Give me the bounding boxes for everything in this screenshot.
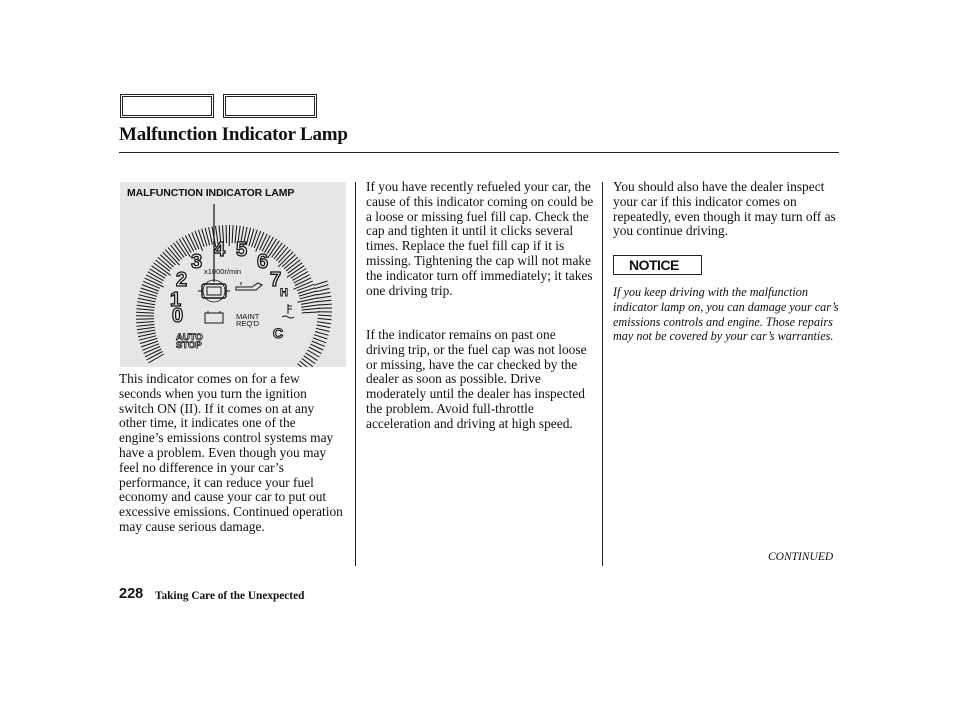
header-tab-box-2 <box>223 94 317 118</box>
body-text-refuel: If you have recently refueled your car, the cause of this indicator coming on could be a loose or missing fuel fill cap. Check the cap and tighten it until it clicks several times. Replace the fuel fill cap if it is missing. Tightening the cap will not make the indicator turn off immediately; it takes one driving trip. <box>366 179 594 298</box>
temp-tick <box>316 289 330 292</box>
tachometer-scale <box>136 225 320 363</box>
temp-tick <box>317 296 331 298</box>
coolant-temp-icon <box>282 304 294 318</box>
auto-stop-label-2: STOP <box>176 340 202 351</box>
tach-unit: x1000r/min <box>204 267 242 276</box>
temp-tick <box>314 335 327 339</box>
temp-tick <box>318 315 332 316</box>
tach-tick <box>137 302 155 305</box>
page-title: Malfunction Indicator Lamp <box>119 124 348 145</box>
tach-tick <box>198 230 204 247</box>
temp-tick <box>304 356 316 364</box>
body-text-remains-on: If the indicator remains on past one driving trip, or the fuel cap was not loose or missing, have the car checked by the dealer as soon as possible. Drive moderately until the dealer has inspected the problem. Avoid full-throttle acceleration and driving at high speed. <box>366 327 587 431</box>
tach-tick <box>260 234 268 250</box>
tach-tick <box>137 305 155 307</box>
tach-digit-7: 7 <box>270 269 282 291</box>
tach-tick <box>136 312 154 313</box>
tach-tick <box>137 327 155 330</box>
tach-tick <box>254 231 260 248</box>
tach-digit-5: 5 <box>236 239 248 261</box>
temp-tick <box>318 318 332 319</box>
tach-tick <box>137 325 155 327</box>
tach-tick <box>136 322 154 323</box>
column-divider-1 <box>355 182 356 566</box>
body-text-column1: This indicator comes on for a few seconds when you turn the ignition switch ON (II). If it comes on at any other time, it indicates one of the engine’s emissions control systems may have a problem. Even though you may feel no difference in your car’s performance, it can reduce your fuel economy and cause your car to put out excessive emissions. Continued operation may cause serious damage. <box>119 371 343 534</box>
tach-tick <box>297 284 314 290</box>
continued-label: CONTINUED <box>768 551 834 563</box>
tach-tick <box>142 285 159 291</box>
temp-tick <box>316 328 330 331</box>
tach-tick <box>302 312 320 313</box>
temp-tick <box>317 322 331 324</box>
gauge-cluster-illustration <box>120 182 346 367</box>
body-text-dealer-inspect: You should also have the dealer inspect your car if this indicator comes on repeatedly, even though it may turn off as you continue driving. <box>613 179 836 239</box>
section-title: Taking Care of the Unexpected <box>155 590 305 602</box>
tach-digit-3: 3 <box>191 251 203 273</box>
temp-tick <box>315 332 328 336</box>
tach-digit-6: 6 <box>257 251 269 273</box>
temp-tick <box>306 353 318 361</box>
battery-icon <box>205 311 223 323</box>
tach-tick <box>232 225 233 243</box>
temp-tick <box>317 292 331 295</box>
title-rule <box>119 152 839 153</box>
tach-tick <box>138 330 156 333</box>
tach-tick <box>301 301 319 304</box>
tach-tick <box>142 344 159 351</box>
temp-tick <box>302 358 313 366</box>
tach-tick <box>302 308 320 310</box>
figure-label: MALFUNCTION INDICATOR LAMP <box>127 187 295 199</box>
tach-digit-1: 1 <box>170 289 182 311</box>
tach-tick <box>301 305 319 307</box>
tach-tick <box>189 234 197 250</box>
tach-digit-0: 0 <box>172 305 184 327</box>
temperature-scale <box>298 281 333 367</box>
tach-tick <box>136 309 154 311</box>
tach-tick <box>143 281 160 288</box>
maint-label-1: MAINT <box>236 312 260 321</box>
column-divider-2 <box>602 182 603 566</box>
temp-tick <box>315 285 328 289</box>
tach-tick <box>192 232 199 249</box>
check-engine-icon <box>198 280 230 302</box>
temp-cold-label: C <box>273 325 284 341</box>
auto-stop-label-1: AUTO <box>176 332 203 343</box>
temp-tick <box>318 300 332 301</box>
temp-tick <box>317 325 331 328</box>
header-tab-box-1 <box>120 94 214 118</box>
temp-high-label: H <box>280 287 288 299</box>
tach-tick <box>295 278 311 286</box>
tach-digit-4: 4 <box>214 239 226 261</box>
tach-tick <box>144 346 161 353</box>
tach-digit-2: 2 <box>176 269 188 291</box>
page-number: 228 <box>119 586 144 602</box>
temp-tick <box>314 281 327 285</box>
maint-label-2: REQ'D <box>236 319 260 328</box>
temp-tick <box>318 304 332 305</box>
instrument-figure <box>120 182 346 367</box>
oil-pressure-icon <box>236 282 262 290</box>
notice-badge: NOTICE <box>613 255 702 275</box>
notice-text: If you keep driving with the malfunction indicator lamp on, you can damage your car’s emissions controls and engine. Those repairs may not be covered by your car’s warranties. <box>613 285 839 344</box>
